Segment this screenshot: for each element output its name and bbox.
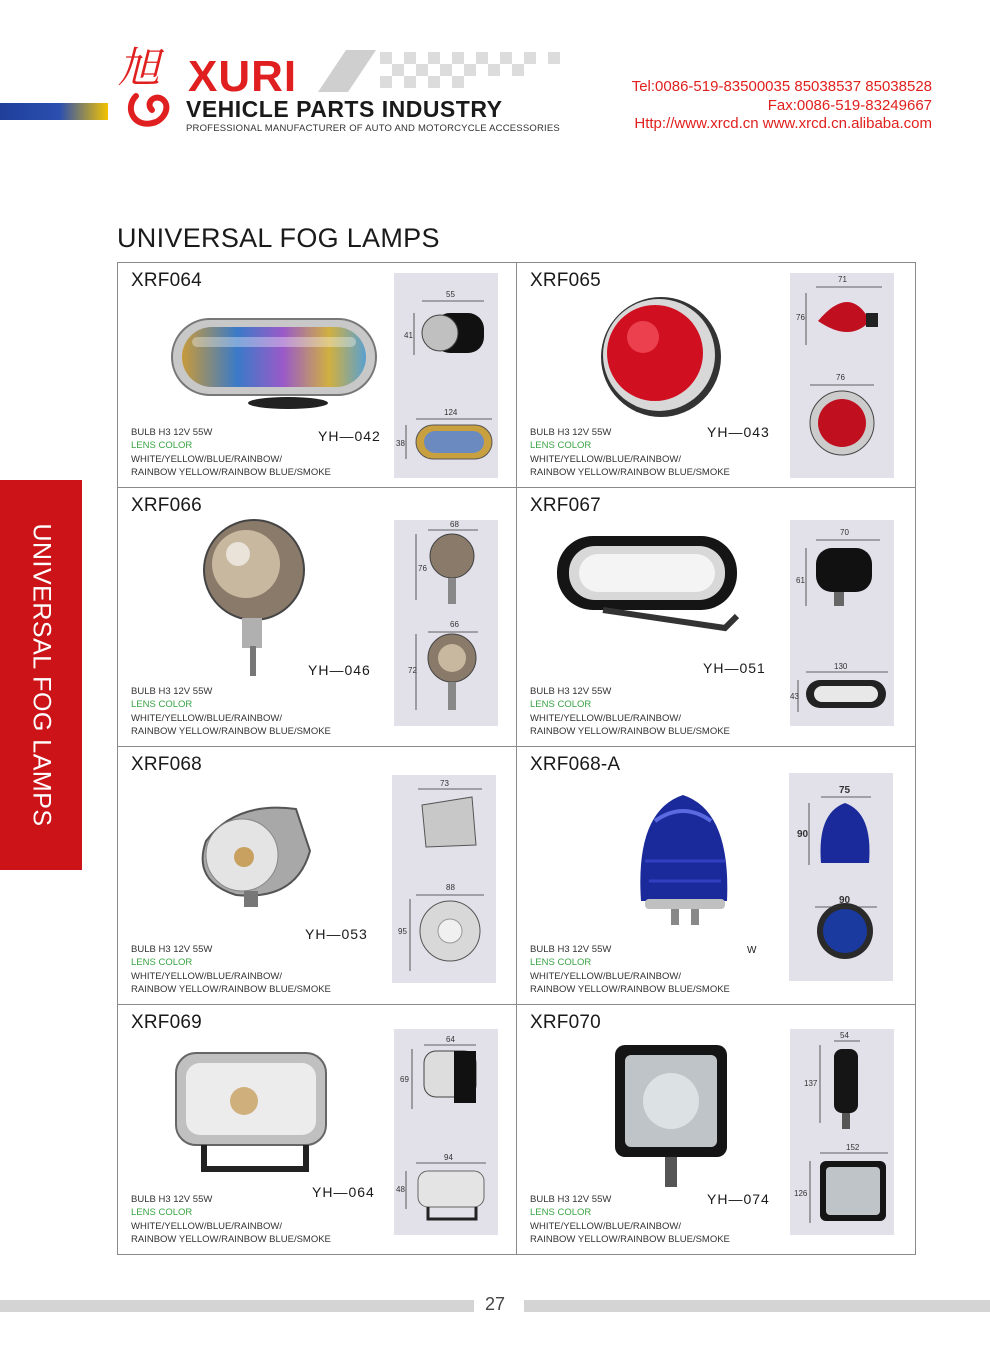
model-number: YH—053 <box>305 926 368 942</box>
work-lamp-square-black-icon <box>613 1041 733 1191</box>
product-specs <box>530 426 730 479</box>
dimension-label: 124 <box>444 408 458 417</box>
checkered-flag-decoration <box>318 50 563 92</box>
model-number: YH—074 <box>707 1191 770 1207</box>
lens-color-label: LENS COLOR <box>530 699 592 711</box>
bulb-spec: BULB H3 12V 55W <box>530 944 612 956</box>
dimension-label: 90 <box>797 829 809 840</box>
dimension-drawing-icon <box>394 520 498 726</box>
lens-colors: RAINBOW YELLOW/RAINBOW BLUE/SMOKE <box>530 725 730 737</box>
dimension-diagram <box>790 1029 894 1235</box>
product-grid <box>117 262 916 1255</box>
dimension-label: 48 <box>396 1185 405 1194</box>
dimension-label: 61 <box>796 576 805 585</box>
header-color-stripe <box>0 103 108 120</box>
model-number: W <box>747 945 758 956</box>
dimension-label: 152 <box>846 1143 860 1152</box>
side-section-tab-label: UNIVERSAL FOG LAMPS <box>27 523 56 827</box>
dimension-label: 41 <box>404 331 413 340</box>
dimension-diagram <box>394 273 498 478</box>
dimension-diagram <box>394 1029 498 1235</box>
dimension-label: 126 <box>794 1189 808 1198</box>
contact-info <box>632 78 932 134</box>
contact-phone: Tel:0086-519-83500035 85038537 85038528 <box>631 78 932 95</box>
product-code: XRF064 <box>131 270 202 291</box>
bulb-spec: BULB H3 12V 55W <box>530 1194 612 1206</box>
lens-color-label: LENS COLOR <box>131 1207 193 1219</box>
model-number: YH—064 <box>312 1184 375 1200</box>
company-tagline: PROFESSIONAL MANUFACTURER OF AUTO AND MOTORCYCLE ACCESSORIES <box>186 123 560 134</box>
dimension-label: 75 <box>839 785 851 796</box>
model-number: YH—051 <box>703 660 766 676</box>
lens-colors: RAINBOW YELLOW/RAINBOW BLUE/SMOKE <box>530 466 730 478</box>
xuri-logo-icon <box>116 38 186 133</box>
fog-lamp-red-dome-icon <box>595 293 725 423</box>
lens-colors: WHITE/YELLOW/BLUE/RAINBOW/ <box>131 712 282 724</box>
dimension-label: 76 <box>836 373 845 382</box>
lens-colors: RAINBOW YELLOW/RAINBOW BLUE/SMOKE <box>131 983 331 995</box>
lens-colors: WHITE/YELLOW/BLUE/RAINBOW/ <box>530 712 681 724</box>
page-title: UNIVERSAL FOG LAMPS <box>117 223 440 253</box>
fog-lamp-blue-dome-icon <box>635 791 735 931</box>
product-card-xrf064[interactable] <box>118 263 516 487</box>
fog-lamp-chrome-round-icon <box>198 518 308 678</box>
dimension-label: 76 <box>796 313 805 322</box>
lens-colors: RAINBOW YELLOW/RAINBOW BLUE/SMOKE <box>131 1233 331 1245</box>
product-code: XRF066 <box>131 495 202 516</box>
dimension-diagram <box>790 273 894 478</box>
product-code: XRF065 <box>530 270 601 291</box>
lens-color-label: LENS COLOR <box>131 699 193 711</box>
product-card-xrf069[interactable] <box>118 1005 516 1254</box>
dimension-label: 76 <box>418 564 427 573</box>
dimension-drawing-icon <box>790 520 894 726</box>
product-card-xrf066[interactable] <box>118 488 516 746</box>
product-card-xrf065[interactable] <box>517 263 915 487</box>
product-code: XRF067 <box>530 495 601 516</box>
contact-fax: Fax:0086-519-83249667 <box>767 96 932 114</box>
bulb-spec: BULB H3 12V 55W <box>530 686 612 698</box>
lens-colors: WHITE/YELLOW/BLUE/RAINBOW/ <box>530 453 681 465</box>
lens-color-label: LENS COLOR <box>530 440 592 452</box>
lens-colors: RAINBOW YELLOW/RAINBOW BLUE/SMOKE <box>131 466 331 478</box>
product-card-xrf068-a[interactable] <box>517 747 915 1004</box>
dimension-diagram <box>392 775 496 983</box>
product-specs <box>530 943 730 996</box>
model-number: YH—046 <box>308 662 371 678</box>
dimension-label: 38 <box>396 439 405 448</box>
logo-chinese-mark: 旭 <box>118 43 161 92</box>
lens-colors: WHITE/YELLOW/BLUE/RAINBOW/ <box>131 970 282 982</box>
lens-colors: RAINBOW YELLOW/RAINBOW BLUE/SMOKE <box>530 983 730 995</box>
product-specs <box>131 426 331 479</box>
dimension-label: 70 <box>840 528 849 537</box>
bulb-spec: BULB H3 12V 55W <box>530 427 612 439</box>
product-card-xrf068[interactable] <box>118 747 516 1004</box>
product-card-xrf070[interactable] <box>517 1005 915 1254</box>
lens-color-label: LENS COLOR <box>131 957 193 969</box>
dimension-label: 69 <box>400 1075 409 1084</box>
model-number: YH—043 <box>707 424 770 440</box>
product-specs <box>131 943 331 996</box>
lens-color-label: LENS COLOR <box>530 1207 592 1219</box>
bulb-spec: BULB H3 12V 55W <box>131 686 213 698</box>
lens-color-label: LENS COLOR <box>530 957 592 969</box>
dimension-label: 130 <box>834 662 848 671</box>
dimension-label: 73 <box>440 779 449 788</box>
product-specs <box>131 685 331 738</box>
dimension-label: 68 <box>450 520 459 529</box>
product-code: XRF068 <box>131 754 202 775</box>
dimension-label: 54 <box>840 1031 849 1040</box>
fog-lamp-clear-cone-icon <box>186 791 316 921</box>
lens-colors: WHITE/YELLOW/BLUE/RAINBOW/ <box>530 1220 681 1232</box>
dimension-label: 66 <box>450 620 459 629</box>
product-specs <box>530 1193 730 1246</box>
model-number: YH—042 <box>318 428 381 444</box>
company-name: VEHICLE PARTS INDUSTRY <box>186 96 503 122</box>
product-code: XRF069 <box>131 1012 202 1033</box>
contact-website[interactable]: Http://www.xrcd.cn www.xrcd.cn.alibaba.com <box>634 115 932 132</box>
brand-name: XURI <box>188 52 298 101</box>
dimension-label: 64 <box>446 1035 455 1044</box>
dimension-label: 55 <box>446 290 455 299</box>
bulb-spec: BULB H3 12V 55W <box>131 427 213 439</box>
dimension-drawing-icon <box>789 773 893 981</box>
dimension-label: 90 <box>839 895 851 906</box>
product-code: XRF068-A <box>530 754 621 775</box>
lens-colors: WHITE/YELLOW/BLUE/RAINBOW/ <box>131 453 282 465</box>
lens-colors: RAINBOW YELLOW/RAINBOW BLUE/SMOKE <box>131 725 331 737</box>
dimension-label: 94 <box>444 1153 453 1162</box>
dimension-drawing-icon <box>790 1029 894 1235</box>
bulb-spec: BULB H3 12V 55W <box>131 1194 213 1206</box>
dimension-diagram <box>790 520 894 726</box>
dimension-label: 137 <box>804 1079 818 1088</box>
lens-color-label: LENS COLOR <box>131 440 193 452</box>
fog-lamp-clear-rectangle-icon <box>174 1049 334 1179</box>
dimension-drawing-icon <box>392 775 496 983</box>
dimension-label: 71 <box>838 275 847 284</box>
lens-colors: RAINBOW YELLOW/RAINBOW BLUE/SMOKE <box>530 1233 730 1245</box>
dimension-diagram <box>789 773 893 981</box>
product-specs <box>530 685 730 738</box>
lens-colors: WHITE/YELLOW/BLUE/RAINBOW/ <box>530 970 681 982</box>
dimension-label: 72 <box>408 666 417 675</box>
lens-colors: WHITE/YELLOW/BLUE/RAINBOW/ <box>131 1220 282 1232</box>
dimension-label: 88 <box>446 883 455 892</box>
bulb-spec: BULB H3 12V 55W <box>131 944 213 956</box>
product-code: XRF070 <box>530 1012 601 1033</box>
dimension-label: 43 <box>790 692 799 701</box>
page-number: 27 <box>484 1294 506 1314</box>
dimension-diagram <box>394 520 498 726</box>
product-specs <box>131 1193 331 1246</box>
fog-lamp-rainbow-oval-icon <box>170 311 380 409</box>
fog-lamp-black-oval-icon <box>555 532 755 642</box>
dimension-drawing-icon <box>394 273 498 478</box>
product-card-xrf067[interactable] <box>517 488 915 746</box>
dimension-label: 95 <box>398 927 407 936</box>
dimension-drawing-icon <box>394 1029 498 1235</box>
